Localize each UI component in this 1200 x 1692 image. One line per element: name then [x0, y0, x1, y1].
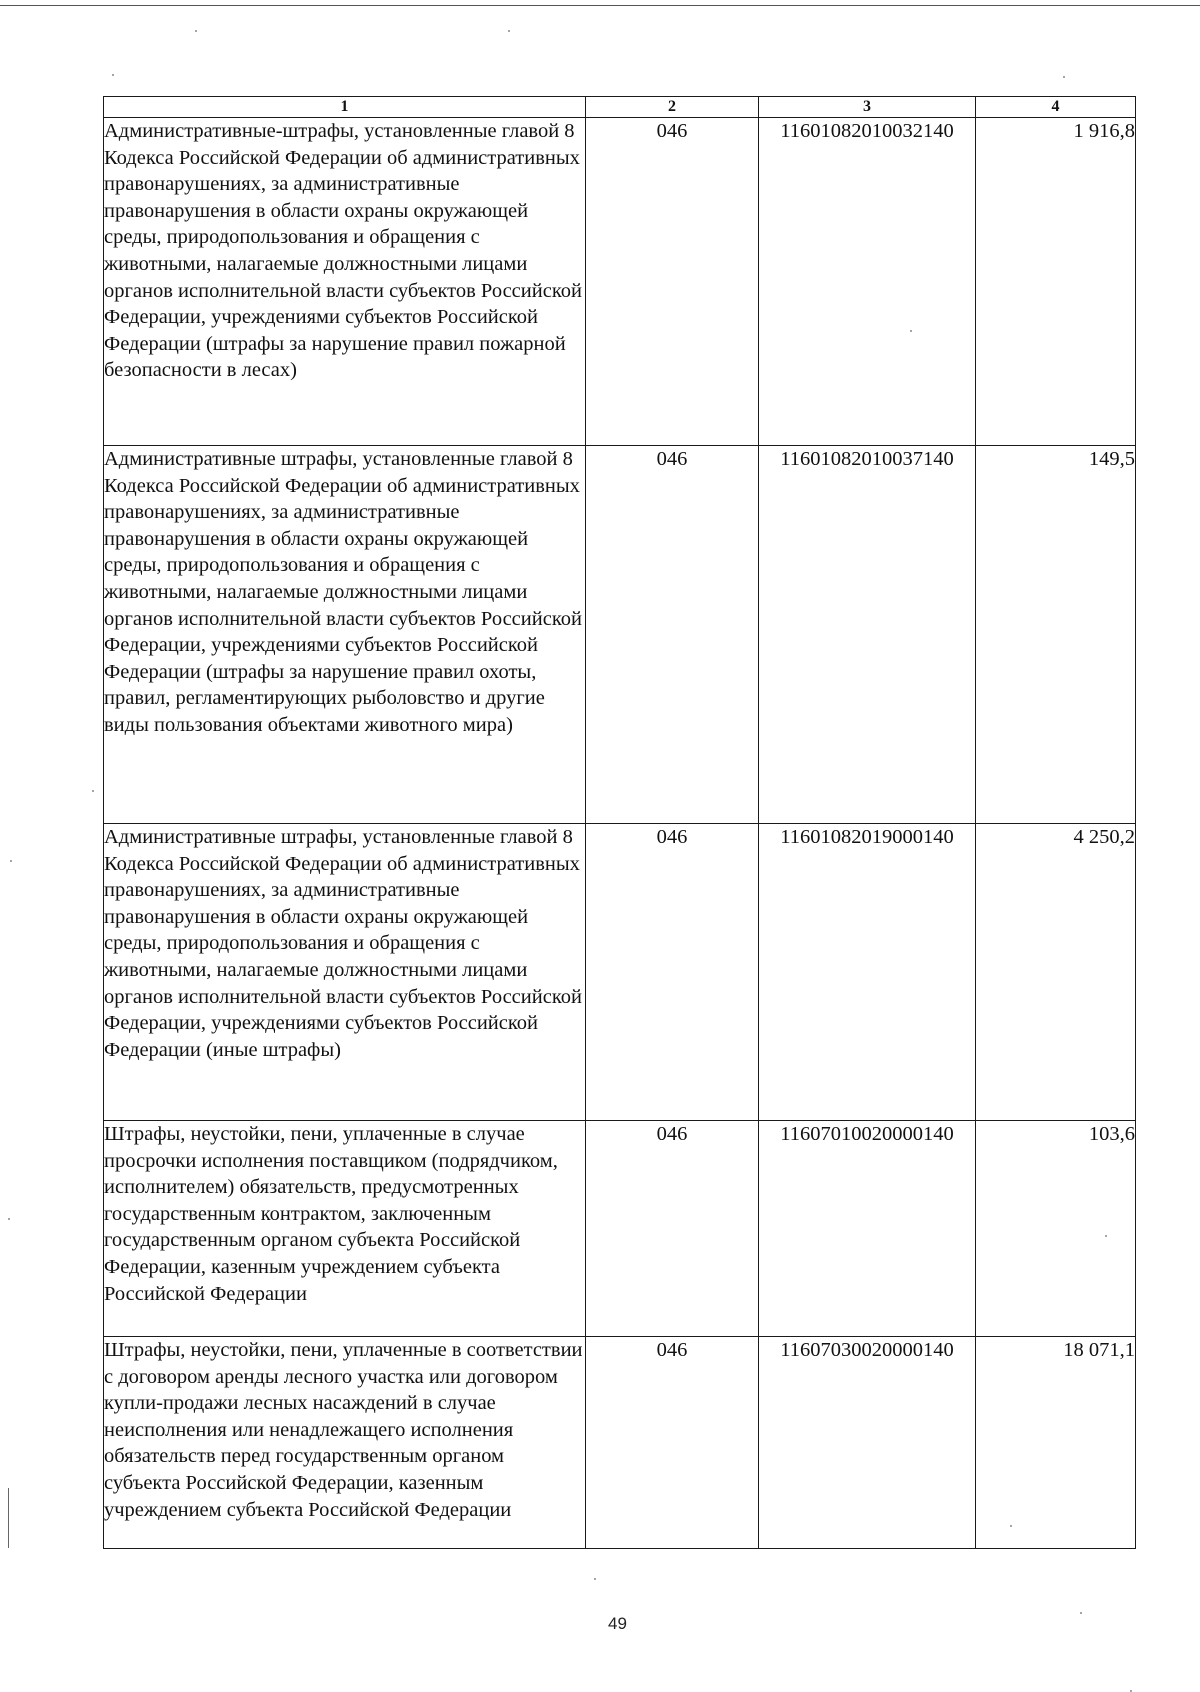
- scan-speck: [195, 30, 197, 32]
- scan-speck: [112, 74, 114, 76]
- row-kbk-code: 11607030020000140: [759, 1337, 976, 1549]
- budget-revenue-table: [103, 96, 1136, 1549]
- row-description: Административные штрафы, установленные главой 8 Кодекса Российской Федерации об административных правонарушениях, за административные правонарушения в области охраны окружающей среды, природопользования и обращения с животными, налагаемые должностными лицами органов исполнительной власти субъектов Российской Федерации, учреждениями субъектов Российской Федерации (иные штрафы): [104, 824, 586, 1121]
- table-row: [104, 1121, 1136, 1337]
- row-admin-code: 046: [586, 1121, 759, 1337]
- scan-speck: [8, 1218, 10, 1220]
- row-amount: 103,6: [976, 1121, 1136, 1337]
- table-body: [104, 118, 1136, 1549]
- row-description: Административные штрафы, установленные главой 8 Кодекса Российской Федерации об административных правонарушениях, за административные правонарушения в области охраны окружающей среды, природопользования и обращения с животными, налагаемые должностными лицами органов исполнительной власти субъектов Российской Федерации, учреждениями субъектов Российской Федерации (штрафы за нарушение правил охоты, правил, регламентирующих рыболовство и другие виды пользования объектами животного мира): [104, 446, 586, 824]
- left-margin-mark: [8, 1488, 9, 1548]
- row-amount: 149,5: [976, 446, 1136, 824]
- top-scan-edge-line: [0, 5, 1200, 6]
- row-amount: 4 250,2: [976, 824, 1136, 1121]
- page-number: 49: [608, 1614, 627, 1633]
- table-row: [104, 446, 1136, 824]
- row-kbk-code: 11601082010032140: [759, 118, 976, 446]
- scan-speck: [508, 30, 510, 32]
- row-amount: 18 071,1: [976, 1337, 1136, 1549]
- table-row: [104, 118, 1136, 446]
- row-kbk-code: 11601082010037140: [759, 446, 976, 824]
- header-row: [104, 97, 1136, 118]
- header-col-admin-code: 2: [586, 97, 759, 118]
- row-admin-code: 046: [586, 446, 759, 824]
- scan-speck: [92, 790, 94, 792]
- row-kbk-code: 11607010020000140: [759, 1121, 976, 1337]
- table-header: [104, 97, 1136, 118]
- row-description: Штрафы, неустойки, пени, уплаченные в соответствии с договором аренды лесного участка или договором купли-продажи лесных насаждений в случае неисполнения или ненадлежащего исполнения обязательств перед государственным органом субъекта Российской Федерации, казенным учреждением субъекта Российской Федерации: [104, 1337, 586, 1549]
- table-row: [104, 1337, 1136, 1549]
- row-admin-code: 046: [586, 118, 759, 446]
- row-description: Административные-штрафы, установленные главой 8 Кодекса Российской Федерации об административных правонарушениях, за административные правонарушения в области охраны окружающей среды, природопользования и обращения с животными, налагаемые должностными лицами органов исполнительной власти субъектов Российской Федерации, учреждениями субъектов Российской Федерации (штрафы за нарушение правил пожарной безопасности в лесах): [104, 118, 586, 446]
- row-description: Штрафы, неустойки, пени, уплаченные в случае просрочки исполнения поставщиком (подрядчиком, исполнителем) обязательств, предусмотренных государственным контрактом, заключенным государственным органом субъекта Российской Федерации, казенным учреждением субъекта Российской Федерации: [104, 1121, 586, 1337]
- header-col-description: 1: [104, 97, 586, 118]
- table-row: [104, 824, 1136, 1121]
- row-amount: 1 916,8: [976, 118, 1136, 446]
- scan-speck: [10, 860, 12, 862]
- scan-speck: [1063, 76, 1065, 78]
- header-col-kbk-code: 3: [759, 97, 976, 118]
- row-admin-code: 046: [586, 1337, 759, 1549]
- header-col-amount: 4: [976, 97, 1136, 118]
- row-kbk-code: 11601082019000140: [759, 824, 976, 1121]
- row-admin-code: 046: [586, 824, 759, 1121]
- scan-speck: [594, 1578, 596, 1580]
